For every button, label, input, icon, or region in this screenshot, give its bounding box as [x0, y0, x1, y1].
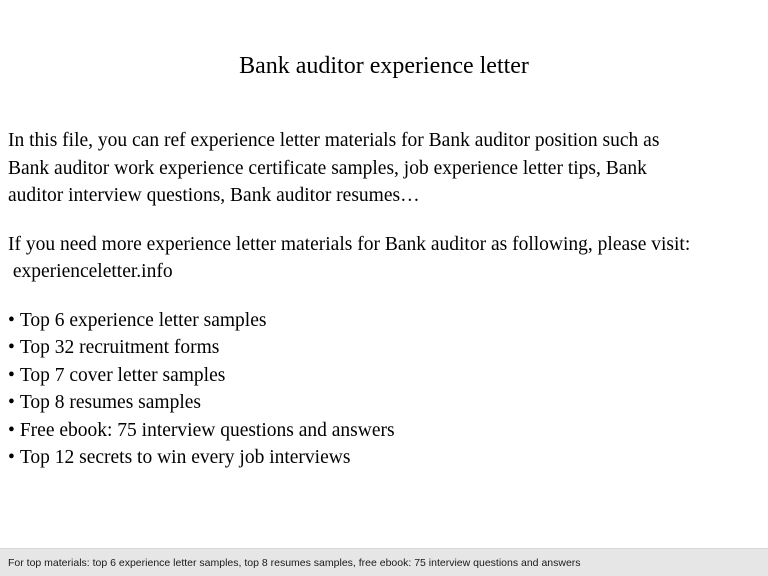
intro-line: Bank auditor work experience certificate samples, job experience letter tips, Bank [8, 157, 647, 179]
bullet-icon: • [8, 419, 15, 441]
materials-list [8, 307, 764, 472]
list-item-label: Free ebook: 75 interview questions and answers [19, 419, 395, 441]
list-item [8, 334, 764, 362]
visit-line: If you need more experience letter materials for Bank auditor as following, please visit: [8, 233, 691, 255]
page-title: Bank auditor experience letter [239, 53, 529, 79]
intro-line: auditor interview questions, Bank auditor resumes… [8, 185, 420, 206]
list-item-label: Top 6 experience letter samples [19, 309, 267, 331]
intro-line: In this file, you can ref experience letter materials for Bank auditor position such as [8, 130, 660, 151]
intro-paragraph [8, 127, 764, 210]
visit-paragraph [8, 231, 764, 286]
list-item [8, 362, 764, 390]
bullet-icon: • [8, 447, 15, 468]
list-item-label: Top 32 recruitment forms [19, 337, 220, 358]
bullet-icon: • [8, 392, 15, 413]
list-item-label: Top 12 secrets to win every job interviews [19, 447, 351, 468]
website-link[interactable]: experienceletter.info [8, 261, 173, 282]
list-item [8, 389, 764, 417]
bullet-icon: • [8, 309, 15, 331]
document-body [8, 127, 764, 472]
bullet-icon: • [8, 364, 15, 386]
list-item [8, 307, 764, 335]
bullet-icon: • [8, 337, 15, 358]
list-item-label: Top 8 resumes samples [19, 392, 201, 413]
list-item [8, 417, 764, 445]
footer-text: For top materials: top 6 experience letter samples, top 8 resumes samples, free ebook: 75 interview questions and answers [8, 557, 581, 569]
list-item-label: Top 7 cover letter samples [19, 364, 226, 386]
footer-bar [0, 548, 768, 576]
list-item [8, 444, 764, 472]
